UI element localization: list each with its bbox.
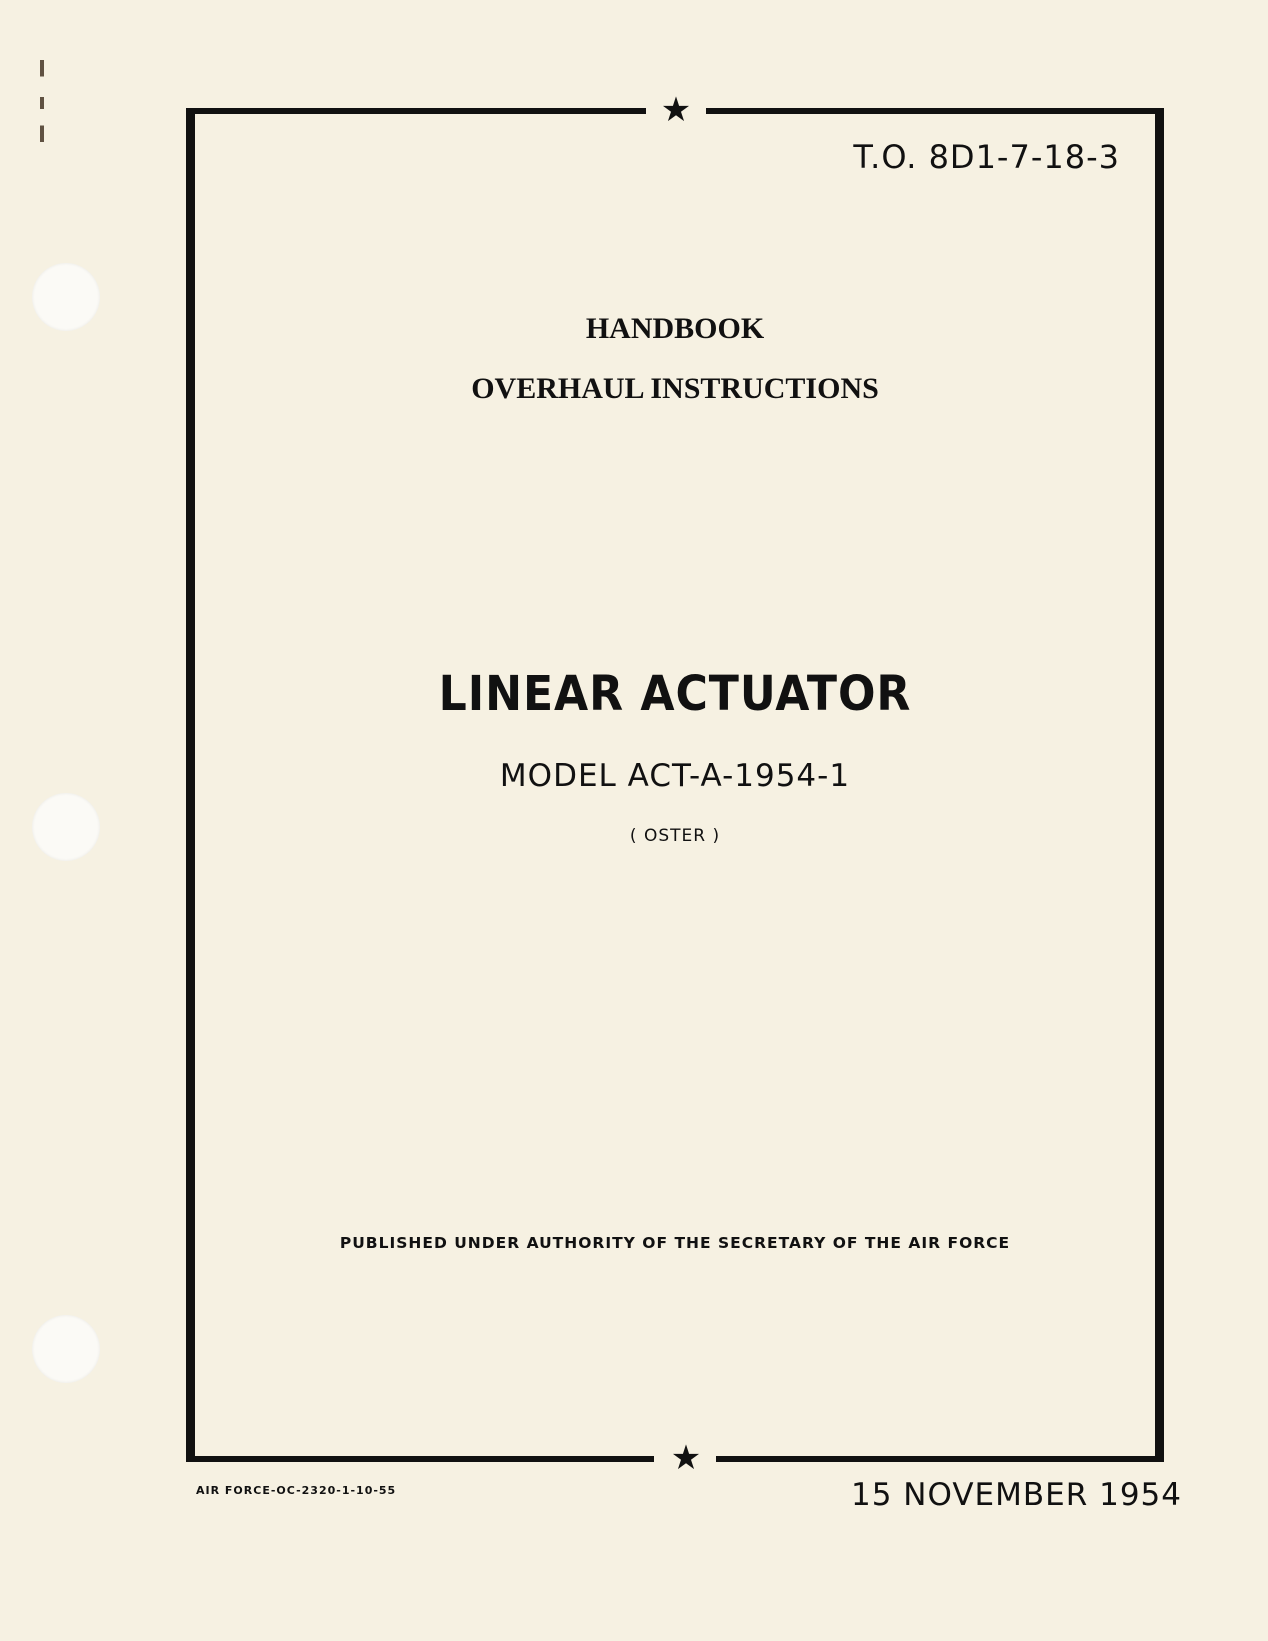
publication-authority: PUBLISHED UNDER AUTHORITY OF THE SECRETARY OF THE AIR FORCE [339, 1234, 1011, 1252]
document-title: LINEAR ACTUATOR [438, 666, 912, 722]
model-number: MODEL ACT-A-1954-1 [499, 758, 851, 794]
margin-pencil-mark [40, 60, 44, 142]
publication-date: 15 NOVEMBER 1954 [850, 1477, 1182, 1513]
binder-hole [32, 793, 100, 861]
manufacturer-name: ( OSTER ) [629, 826, 721, 846]
star-icon: ★ [660, 90, 692, 130]
binder-hole [32, 263, 100, 331]
star-icon: ★ [670, 1438, 702, 1478]
handbook-label: HANDBOOK [585, 312, 765, 345]
frame-top-right-rule [706, 108, 1164, 114]
frame-bottom-right-rule [716, 1456, 1164, 1462]
technical-order-number: T.O. 8D1-7-18-3 [853, 138, 1120, 176]
document-subtitle: OVERHAUL INSTRUCTIONS [471, 372, 879, 405]
form-code: AIR FORCE-OC-2320-1-10-55 [196, 1484, 397, 1497]
frame-bottom-left-rule [186, 1456, 654, 1462]
frame-top-left-rule [186, 108, 646, 114]
binder-hole [32, 1315, 100, 1383]
